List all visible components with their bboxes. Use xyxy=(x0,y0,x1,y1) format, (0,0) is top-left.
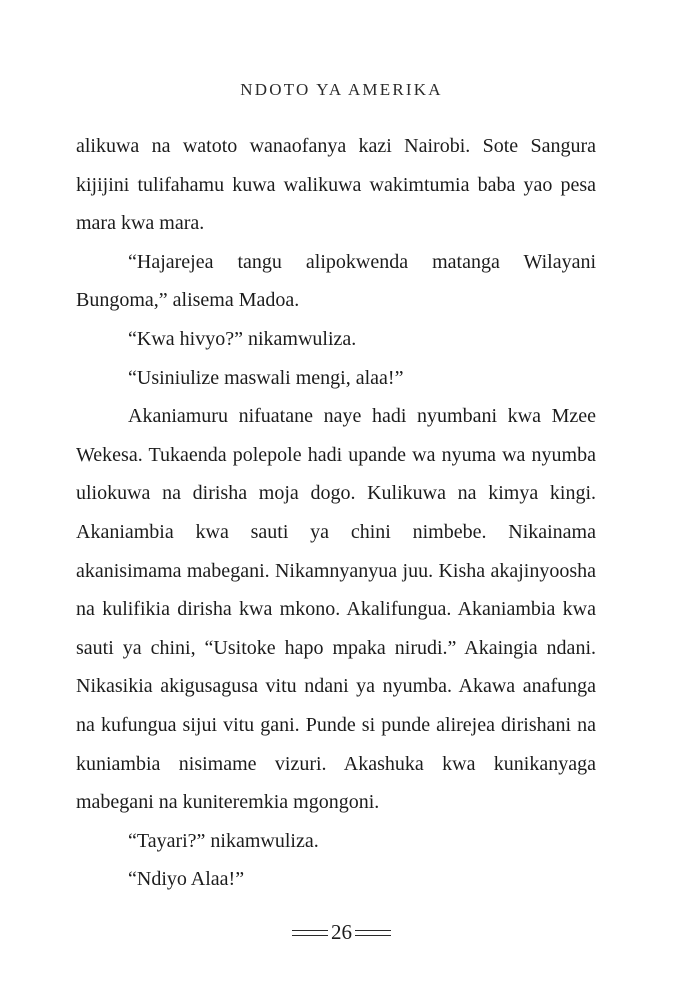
page-footer xyxy=(0,920,683,945)
page-number: 26 xyxy=(331,920,352,944)
paragraph: “Tayari?” nikamwuliza. xyxy=(128,829,319,852)
folio-rule-right xyxy=(355,930,391,936)
paragraph: “Ndiyo Alaa!” xyxy=(128,868,245,891)
folio-rule-left xyxy=(292,930,328,936)
running-head: NDOTO YA AMERIKA xyxy=(240,80,443,99)
paragraph: Akaniamuru nifuatane naye hadi nyumbani kwa Mzee Wekesa. Tukaenda polepole hadi upande wa nyuma wa nyumba uliokuwa na dirisha moja dogo. Kulikuwa na kimya kingi. Akaniambia kwa sauti ya chini nimbebe. Nikainama akanisimama mabegani. Nikamnyanyua juu. Kisha akajinyoosha na kulifikia dirisha kwa mkono. Akalifungua. Akaniambia kwa sauti ya chini, “Usitoke hapo mpaka nirudi.” Akaingia ndani. Nikasikia akigusagusa vitu ndani ya nyumba. Akawa anafunga na kufungua sijui vitu gani. Punde si punde alirejea dirishani na kuniambia nisimame vizuri. Akashuka kwa kunikanyaga mabegani na kuniteremkia mgongoni. xyxy=(76,405,596,814)
body-text xyxy=(76,127,596,899)
paragraph: “Hajarejea tangu alipokwenda matanga Wilayani Bungoma,” alisema Madoa. xyxy=(76,250,596,312)
paragraph: alikuwa na watoto wanaofanya kazi Nairobi. Sote Sangura kijijini tulifahamu kuwa walikuwa wakimtumia baba yao pesa mara kwa mara. xyxy=(76,135,596,235)
paragraph: “Usiniulize maswali mengi, alaa!” xyxy=(128,366,404,389)
paragraph: “Kwa hivyo?” nikamwuliza. xyxy=(128,327,357,350)
